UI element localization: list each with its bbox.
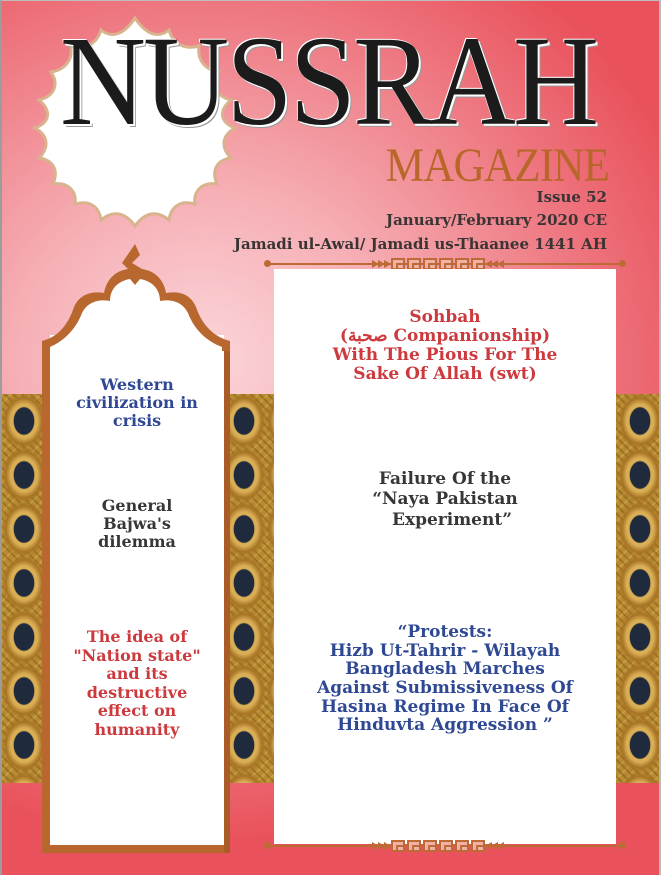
- magazine-title: NUSSRAH: [60, 10, 597, 152]
- sidebar-story-western-civilization[interactable]: Western civilization in crisis: [76, 375, 198, 430]
- magazine-subtitle: MAGAZINE: [385, 139, 609, 192]
- main-story-naya-pakistan[interactable]: Failure Of the “Naya Pakistan Experiment”: [372, 469, 518, 530]
- main-story-protests-bangladesh[interactable]: “Protests: Hizb Ut-Tahrir - Wilayah Bangladesh Marches Against Submissiveness Of Hasina Regime In Face Of Hinduvta Aggression ”: [317, 622, 573, 736]
- sidebar-story-bajwa-dilemma[interactable]: General Bajwa's dilemma: [98, 496, 176, 551]
- arch-frame-icon: [38, 241, 234, 351]
- arch-frame-shadow: [224, 341, 230, 853]
- sidebar-story-nation-state[interactable]: The idea of "Nation state" and its destructive effect on humanity: [73, 627, 201, 739]
- date-gregorian: January/February 2020 CE: [385, 211, 607, 229]
- date-hijri: Jamadi ul-Awal/ Jamadi us-Thaanee 1441 AH: [233, 235, 607, 253]
- issue-number: Issue 52: [536, 188, 607, 206]
- greek-key-divider-icon: [264, 839, 629, 853]
- main-story-sohbah[interactable]: Sohbah (صحبة Companionship) With The Pious For The Sake Of Allah (swt): [332, 307, 558, 385]
